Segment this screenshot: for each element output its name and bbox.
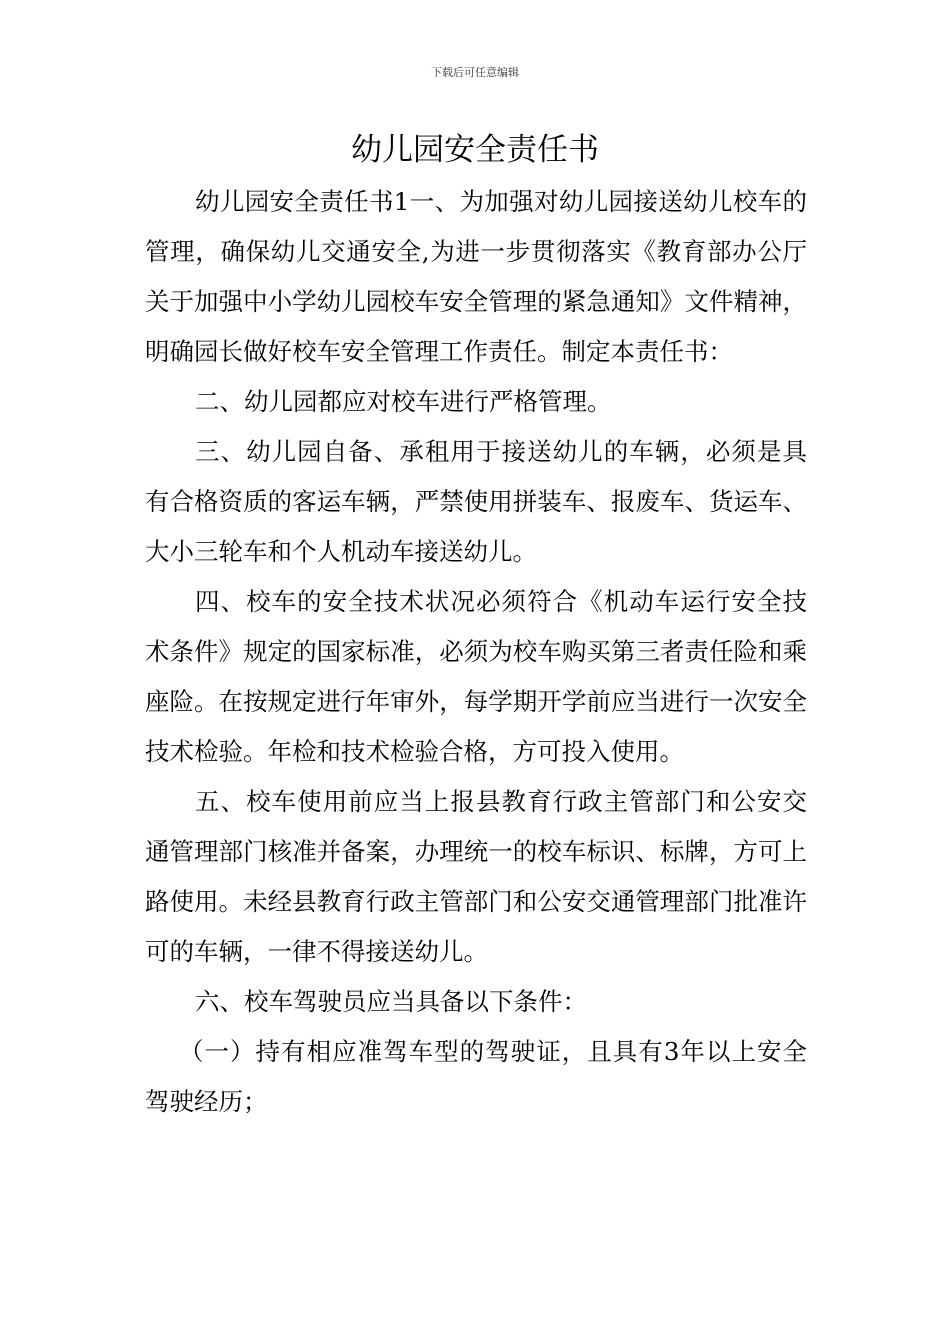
paragraph-6-item-1: （一）持有相应准驾车型的驾驶证，且具有3年以上安全驾驶经历； (145, 1037, 807, 1116)
paragraph-3: 三、幼儿园自备、承租用于接送幼儿的车辆，必须是具有合格资质的客运车辆，严禁使用拼装车、报废车、货运车、大小三轮车和个人机动车接送幼儿。 (145, 437, 807, 566)
document-body (145, 177, 807, 1127)
paragraph-2: 二、幼儿园都应对校车进行严格管理。 (195, 387, 612, 416)
header-note: 下载后可任意编辑 (431, 66, 519, 79)
paragraph-6: 六、校车驾驶员应当具备以下条件： (195, 987, 587, 1016)
paragraph-intro: 幼儿园安全责任书1一、为加强对幼儿园接送幼儿校车的管理，确保幼儿交通安全,为进一步贯彻落实《教育部办公厅关于加强中小学幼儿园校车安全管理的紧急通知》文件精神，明确园长做好校车安全管理工作责任。制定本责任书： (145, 187, 807, 366)
paragraph-5: 五、校车使用前应当上报县教育行政主管部门和公安交通管理部门核准并备案，办理统一的校车标识、标牌，方可上路使用。未经县教育行政主管部门和公安交通管理部门批准许可的车辆，一律不得接送幼儿。 (145, 787, 807, 966)
document-title: 幼儿园安全责任书 (351, 132, 599, 168)
paragraph-4: 四、校车的安全技术状况必须符合《机动车运行安全技术条件》规定的国家标准，必须为校车购买第三者责任险和乘座险。在按规定进行年审外，每学期开学前应当进行一次安全技术检验。年检和技术检验合格，方可投入使用。 (145, 587, 807, 766)
